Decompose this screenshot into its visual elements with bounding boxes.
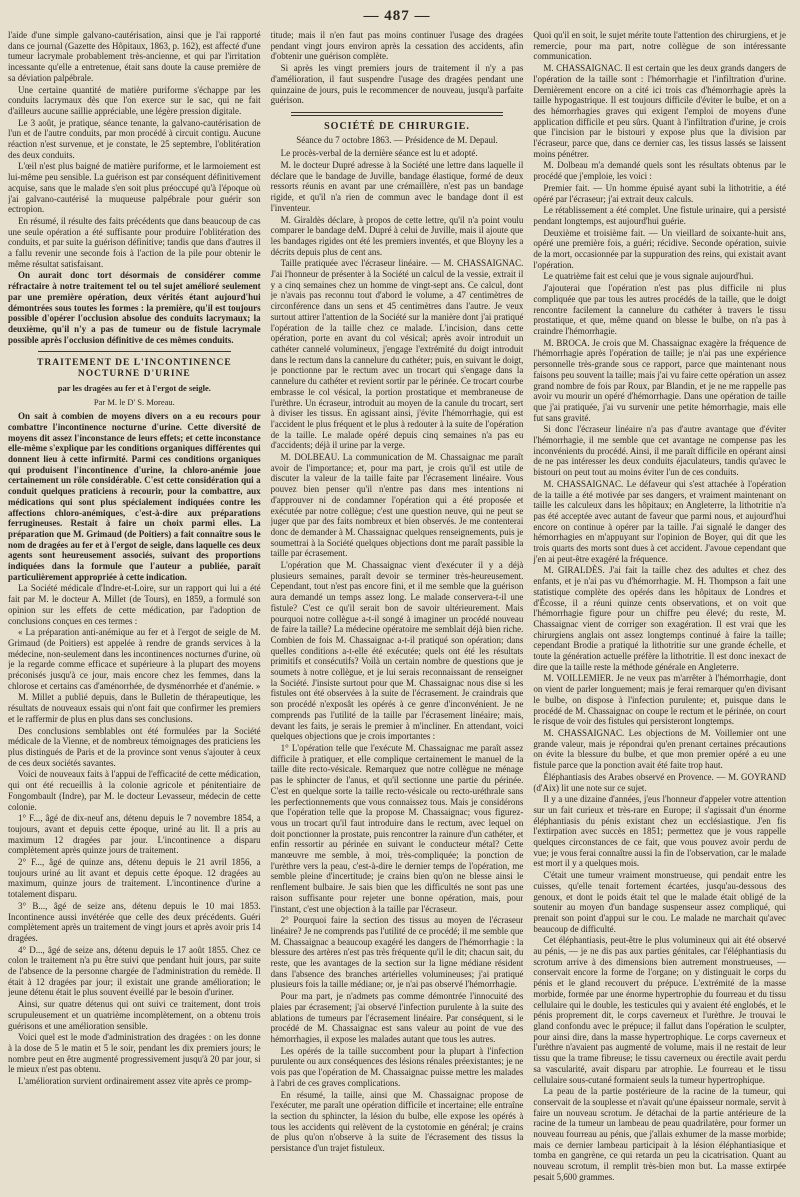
article-title: TRAITEMENT DE L'INCONTINENCE NOCTURNE D'URINE — [37, 358, 232, 380]
paragraph: M. le docteur Dupré adresse à la Société une lettre dans laquelle il déclare que le bandage de Juville, bandage élastique, formé de deux ressorts réunis en avant par une crémaillère, n'est pas un bandage rigide, et qu'il n'a rien de commun avec le bandage dont il est l'inventeur. — [270, 160, 524, 213]
column-3 — [533, 30, 786, 1190]
paragraph: Éléphantiasis des Arabes observé en Provence. — M. GOYRAND (d'Aix) lit une note sur ce sujet. — [533, 771, 787, 793]
paragraph: Ainsi, sur quatre détenus qui ont suivi ce traitement, dont trois scrupuleusement et un quatrième incomplètement, on a obtenu trois guérisons et une amélioration sensible. — [8, 999, 261, 1031]
paragraph: Si donc l'écraseur linéaire n'a pas d'autre avantage que d'éviter l'hémorrhagie, il me semble que cet avantage ne compense pas les inconvénients du procédé. Ainsi, il me paraît difficile en opérant ainsi de ne pas intéresser les deux conduits éjaculateurs, tandis qu'avec le bistouri on peut tout au moins éviter l'un de ces conduits. — [533, 424, 787, 478]
paragraph: On sait à combien de moyens divers on a eu recours pour combattre l'incontinence nocturne d'urine. Cette diversité de moyens dit assez l'inconstance de leurs effets; et cette inconstance elle-même s'explique par les conditions organiques différentes qui donnent lieu à cette infirmité. Parmi ces conditions organiques qui produisent l'incontinence d'urine, la chloro-anémie joue certainement un rôle considérable. C'est cette considération qui a conduit quelques praticiens à recourir, pour la combattre, aux médications qui sont plus spécialement indiquées contre les affections chloro-anémiques, c'est-à-dire aux préparations ferrugineuses. Restait à faire un choix parmi elles. La préparation que M. Grimaud (de Poitiers) a fait connaître sous le nom de dragées au fer et à l'ergot de seigle, dans laquelle ces deux agents sont heureusement associés, suivant des proportions indiquées dans la formule que l'auteur a publiée, paraît particulièrement appropriée à cette indication. — [8, 411, 261, 582]
page-number: — 487 — — [363, 8, 431, 24]
paragraph: Le procès-verbal de la dernière séance est lu et adopté. — [280, 148, 478, 159]
paragraph: « La préparation anti-anémique au fer et à l'ergot de seigle de M. Grimaud (de Poitiers) est appelée à rendre de grands services à la médecine, non-seulement dans les incontinences nocturnes d'urine, où je la regarde comme efficace et supérieure à la plupart des moyens préconisés jusqu'à ce jour, mais encore chez les femmes, dans la chlorose et certains cas d'aménorrhée, de dysménorrhée et d'anémie. » — [8, 627, 261, 691]
paragraph: En résumé, il résulte des faits précédents que dans beaucoup de cas une seule opération a été suffisante pour produire l'oblitération des conduits, et par suite la guérison définitive; tandis que dans d'autres il a fallu revenir une seconde fois à l'action de la pile pour obtenir le même résultat satisfaisant. — [8, 215, 261, 269]
paragraph: Le quatrième fait est celui que je vous signale aujourd'hui. — [543, 271, 754, 282]
ornament-divider — [291, 112, 504, 116]
paragraph: M. CHASSAIGNAC. Il est certain que les deux grands dangers de l'opération de la taille sont : l'hémorrhagie et l'infiltration d'urine. Dernièrement encore on a cité ici trois cas d'hémorrhagie après la taille hypogastrique. Il est toujours difficile d'éviter le bulbe, et on a des hémorrhagies graves qui exigent l'emploi de moyens d'une application difficile et peu sûrs. Quant à l'infiltration d'urine, je crois que l'incision par le bistouri y expose plus que la division par l'écraseur, parce que, dans ce dernier cas, les tissus lassés se laissent moins pénétrer. — [533, 63, 787, 159]
paragraph: M. DOLBEAU. La communication de M. Chassaignac me paraît avoir de l'importance; et, pour ma part, je crois qu'il est utile de discuter la valeur de la taille faite par l'écrasement linéaire. Vous pouvez bien penser qu'il n'entre pas dans mes intentions ni d'approuver ni de condamner l'opération qui a été proposée et exécutée par notre collègue; c'est une question neuve, qui ne peut se juger que par des faits nombreux et bien observés. Je me contenterai donc de demander à M. Chassaignac quelques renseignements, puis je soumettrai à la Société quelques objections dont me paraît passible la taille par écrasement. — [270, 452, 524, 559]
paragraph: Il y a une dizaine d'années, j'eus l'honneur d'appeler votre attention sur un fait curieux et très-rare en Europe; il s'agissait d'un énorme éléphantiasis du pénis existant chez un ecclésiastique. J'en fis l'extirpation avec succès en 1851; permettez que je vous rappelle quelques circonstances de ce fait, que vous pouvez avoir perdu de vue; je vous ferai connaître aussi la fin de l'observation, car le malade est mort il y a quelques mois. — [533, 794, 787, 869]
paragraph: L'amélioration survient ordinairement assez vite après ce promp- — [18, 1076, 252, 1087]
paragraph: En résumé, la taille, ainsi que M. Chassaignac propose de l'exécuter, me paraît une opération difficile et incertaine; elle entraîne la section du sphincter, la lésion du bulbe, elle expose les opérés à tous les accidents qui relèvent de la cystotomie en général; je crains de plus qu'on n'observe à la suite de l'écrasement des tissus la persistance d'un trajet fistuleux. — [270, 1089, 524, 1154]
paragraph: 4° D..., âgé de seize ans, détenu depuis le 17 août 1855. Chez ce colon le traitement n'a pu être suivi que pendant huit jours, par suite de l'absence de la personne chargée de l'administration du remède. Il était à 12 dragées par jour; il existait une grande amélioration; le jeune détenu était le plus souvent éveillé par le besoin d'uriner. — [8, 944, 261, 998]
column-1 — [8, 30, 261, 1190]
paragraph: l'aide d'une simple galvano-cautérisation, ainsi que je l'ai rapporté dans ce journal (Gazette des Hôpitaux, 1863, p. 162), est affecté d'une tumeur lacrymale probablement très-ancienne, et qui par l'irritation incessante qu'elle a entretenue, était sans doute la cause première de sa déviation palpébrale. — [8, 30, 261, 83]
paragraph: J'ajouterai que l'opération n'est pas plus difficile ni plus compliquée que par tous les autres procédés de la taille, que le doigt rencontre facilement la cannelure du cathéter à travers le tissu prostatique, et que, même quand on blesse le bulbe, on n'a pas à craindre l'hémorrhagie. — [533, 283, 787, 336]
paragraph: M. VOILLEMIER. Je ne veux pas m'arrêter à l'hémorrhagie, dont on vient de parler longuement; mais je ferai remarquer qu'en divisant le bulbe, on dispose à l'infection purulente; et, puisque dans le procédé de M. Chassaignac on coupe le rectum et le périnée, on court le risque de voir des fistules qui persisteront longtemps. — [533, 673, 787, 727]
paragraph: M. CHASSAIGNAC. Les objections de M. Voillemier ont une grande valeur, mais je répondrai qu'en prenant certaines précautions on évite la blessure du bulbe, et que mon premier opéré a eu une fistule parce que la ponction avait été faite trop haut. — [533, 728, 787, 771]
column-2 — [271, 30, 524, 1190]
paragraph: Voici quel est le mode d'administration des dragées : on les donne à la dose de 5 le matin et 5 le soir, pendant les dix premiers jours; le nombre peut en être augmenté progressivement jusqu'à 20 par jour, si le mieux n'est pas obtenu. — [8, 1032, 261, 1075]
paragraph: M. Dolbeau m'a demandé quels sont les résultats obtenus par le procédé que j'emploie, les voici : — [533, 160, 787, 182]
paragraph: Le 3 août, je pratique, séance tenante, la galvano-cautérisation de l'un et de l'autre conduits, par mon procédé à circuit contigu. Aucune réaction n'est survenue, et je constate, le 25 septembre, l'oblitération des deux conduits. — [8, 117, 261, 160]
paragraph: Voici de nouveaux faits à l'appui de l'efficacité de cette médication, qui ont été recueillis à la colonie agricole et pénitentiaire de Fongombault (Indre), par M. le docteur Levasseur, médecin de cette colonie. — [8, 769, 261, 812]
paragraph: M. GIRALDÈS. J'ai fait la taille chez des adultes et chez des enfants, et je n'ai pas vu d'hémorrhagie. M. H. Thompson a fait une statistique complète des opérés dans les hôpitaux de Londres et d'Écosse, il a réuni quinze cents observations, et on voit que l'hémorrhagie figure pour un chiffre peu élevé; du reste, M. Chassaignac vient de corriger son exagération. Il est vrai que les chirurgiens anglais ont assez longtemps continué à faire la taille; cependant Brodie a pratiqué la lithotritie sur une grande échelle, et toute la génération actuelle préfère la lithotritie. Il est donc inexact de dire que la taille reste la méthode générale en Angleterre. — [533, 565, 787, 672]
paragraph: C'était une tumeur vraiment monstrueuse, qui pendait entre les cuisses, qu'elle tenait fortement écartées, jusqu'au-dessous des genoux, et dont le poids était tel que le malade était obligé de la soutenir au moyen d'un bandage suspenseur assez compliqué, qui prenait son point d'appui sur le cou. Le malade ne marchait qu'avec beaucoup de difficulté. — [533, 870, 787, 934]
paragraph: 3° B..., âgé de seize ans, détenu depuis le 10 mai 1853. Incontinence aussi invétérée que celle des deux précédents. Guéri complètement après un traitement de vingt jours et après avoir pris 14 dragées. — [8, 900, 261, 943]
paragraph: L'œil n'est plus baigné de matière puriforme, et le larmoiement est lui-même peu sensible. La guérison est par conséquent définitivement acquise, sans que le malade s'en soit plus préoccupé qu'à l'époque où j'ai galvano-cautérisé la muqueuse palpébrale pour guérir son ectropion. — [8, 161, 261, 215]
paragraph: La peau de la partie postérieure de la racine de la tumeur, qui conservait de la souplesse et n'avait qu'une épaisseur normale, servit à faire un nouveau scrotum. Je détachai de la partie antérieure de la racine de la tumeur un lambeau de peau quadrilatère, pour former un nouveau fourreau au pénis, que j'allais exhumer de la masse morbide; mais ce dernier lambeau participait à la lésion éléphantiasique et tomba en gangrène, ce qui retarda un peu la cicatrisation. Quant au nouveau scrotum, il remplit très-bien mon but. La masse extirpée pesait 5,600 grammes. — [533, 1086, 787, 1182]
paragraph: Les opérés de la taille succombent pour la plupart à l'infection purulente ou aux conséquences des lésions rénales préexistantes; je ne vois pas que l'opération de M. Chassaignac puisse mettre les malades à l'abri de ces graves complications. — [270, 1045, 524, 1088]
paragraph: 2° F..., âgé de quinze ans, détenu depuis le 21 avril 1856, a toujours uriné au lit avant et depuis cette époque. 12 dragées au maximum, quinze jours de traitement. L'incontinence d'urine a totalement disparu. — [8, 857, 261, 900]
paragraph: On aurait donc tort désormais de considérer comme réfractaire à notre traitement tel ou tel sujet amélioré seulement par une première opération, deux vérités étant aujourd'hui démontrées sous toutes les formes : la première, qu'il est toujours possible d'opérer l'occlusion absolue des conduits lacrymaux; la deuxième, qu'il n'y a pas de tumeur ou de fistule lacrymale possible après l'occlusion définitive de ces mêmes conduits. — [8, 270, 261, 345]
paragraph: Quoi qu'il en soit, le sujet mérite toute l'attention des chirurgiens, et je remercie, pour ma part, notre collègue de son intéressante communication. — [533, 30, 787, 62]
paragraph: Une certaine quantité de matière puriforme s'échappe par les conduits lacrymaux dès que l'on exerce sur le sac, qui ne fait d'ailleurs aucune saillie appréciable, une légère pression digitale. — [8, 84, 261, 116]
section-heading: SOCIÉTÉ DE CHIRURGIE. — [324, 120, 470, 132]
columns — [8, 30, 786, 1190]
session-line: Séance du 7 octobre 1863. — Présidence de M. Depaul. — [296, 134, 498, 145]
article-byline: Par M. le D' S. Moreau. — [93, 396, 175, 407]
paragraph: Si après les vingt premiers jours de traitement il n'y a pas d'amélioration, il faut suspendre l'usage des dragées pendant une quinzaine de jours, puis le recommencer de nouveau, jusqu'à parfaite guérison. — [270, 63, 524, 106]
paragraph: Deuxième et troisième fait. — Un vieillard de soixante-huit ans, opéré une première fois, a guéri; récidive. Seconde opération, suivie de la mort, occasionnée par la suppuration des reins, qui existait avant l'opération. — [533, 227, 787, 270]
paragraph: Pour ma part, je n'admets pas comme démontrée l'innocuité des plaies par écrasement; j'ai observé l'infection purulente à la suite des ablations de tumeurs par l'écrasement linéaire. Par conséquent, si le procédé de M. Chassaignac est sans valeur au point de vue des hémorrhagies, il expose les malades autant que tous les autres. — [270, 991, 524, 1044]
paragraph: Premier fait. — Un homme épuisé ayant subi la lithotritie, a été opéré par l'écraseur; j'ai extrait deux calculs. — [533, 182, 787, 204]
paragraph: M. BROCA. Je crois que M. Chassaignac exagère la fréquence de l'hémorrhagie après l'opération de taille; je n'ai pas une expérience personnelle très-grande sous ce rapport, parce que maintenant nous faisons peu souvent la taille; mais j'ai vu faire cette opération un assez grand nombre de fois par Roux, par Blandin, et je ne me rappelle pas avoir vu mourir un opéré d'hémorrhagie. Dans une opération de taille que j'ai pratiquée, j'ai vu survenir une petite hémorrhagie, mais elle fut sans gravité. — [533, 337, 787, 423]
paragraph: Cet éléphantiasis, peut-être le plus volumineux qui ait été observé au pénis, — je ne dis pas aux parties génitales, car l'éléphantiasis du scrotum arrive à des dimensions bien autrement monstrueuses, — conservait encore la forme de l'organe; on y distinguait le corps du pénis et le gland recouvert du prépuce. L'extrémité de la masse morbide, formée par une énorme hypertrophie du fourreau et du tissu cellulaire qui le double, les testicules qui y avaient été englobés, et le pénis proprement dit, le corps caverneux et l'urèthre. Je trouvai le gland confondu avec le prépuce; il fallut dans l'opération le sculpter, pour ainsi dire, dans la masse hypertrophique. Le corps caverneux et l'urèthre n'avaient pas augmenté de volume, mais il ne restait de leur tissu que la trame fibreuse; le tissu caverneux ou érectile avait perdu sa vascularité, avait disparu par atrophie. Le fourreau et le tissu cellulaire sous-cutané formaient seuls la tumeur hypertrophique. — [533, 935, 787, 1085]
paragraph: 1° L'opération telle que l'exécute M. Chassaignac me paraît assez difficile à pratiquer, et elle complique certainement le manuel de la taille dite recto-vésicale. Remarquez que notre collègue ne ménage pas le sphincter de l'anus, et qu'il sectionne une partie du périnée. C'est en quelque sorte la taille recto-vésicale ou recto-uréthrale sans les perfectionnements que vous connaissez tous. Mais je considérons que l'opération telle que la propose M. Chassaignac; vous figurez-vous un trocart qu'il faut introduire dans le rectum, avec lequel on doit ponctionner la prostate, puis rencontrer la rainure d'un cathéter, et enfin ressortir au périnée en suivant le conducteur métal? Cette manœuvre me semble, à moi, très-compliquée; la ponction de l'urèthre vers la peau, c'est-à-dire le dernier temps de l'opération, me semble pleine d'incertitude; je crains bien qu'on ne blesse ainsi le renflement bulbaire. Je sais bien que les difficultés ne sont pas une raison suffisante pour rejeter une bonne opération, mais, pour l'instant, c'est une objection à la taille par l'écraseur. — [270, 743, 524, 914]
paragraph: M. Millet a publié depuis, dans le Bulletin de thérapeutique, les résultats de nouveaux essais qui n'ont fait que confirmer les premiers et le raffermir de plus en plus dans ses conclusions. — [8, 692, 261, 724]
divider — [38, 351, 231, 352]
paragraph: Le rétablissement a été complet. Une fistule urinaire, qui a persisté pendant longtemps, est aujourd'hui guérie. — [533, 205, 787, 226]
paragraph: La Société médicale d'Indre-et-Loire, sur un rapport qui lui a été fait par M. le docteur A. Millet (de Tours), en 1859, a formulé son opinion sur les effets de cette médication, par l'adoption de conclusions conçues en ces termes : — [8, 583, 261, 626]
paragraph: 1° F..., âgé de dix-neuf ans, détenu depuis le 7 novembre 1854, a toujours, avant et depuis cette époque, uriné au lit. Il a pris au maximum 12 dragées par jour. L'incontinence a disparu complètement après quinze jours de traitement. — [8, 813, 261, 856]
paragraph: L'opération que M. Chassaignac vient d'exécuter il y a déjà plusieurs semaines, paraît devoir se terminer très-heureusement. Cependant, tout n'est pas encore fini, et il me semble que la guérison aura demandé un temps assez long. Le malade conservera-t-il une fistule? C'est ce qu'il serait bon de savoir ultérieurement. Mais pourquoi notre collègue a-t-il songé à imaginer un procédé nouveau de faire la taille? La médecine opératoire me semblait déjà bien riche. Combien de fois M. Chassaignac a-t-il pratiqué son opération; dans quelles conditions a-t-elle été exécutée; quels ont été les résultats primitifs et consécutifs? Voilà un certain nombre de questions que je soumets à notre collègue, et je lui serais reconnaissant de renseigner la Société. J'insiste surtout pour que M. Chassaignac nous dise si les fistules ont été observées à la suite de l'écrasement. Je craindrais que son procédé n'exposât les opérés à ce genre d'inconvénient. Je ne comprends pas l'utilité de la taille par l'écrasement linéaire; mais, devant les faits, je serais le premier à m'incliner. En attendant, voici quelques objections que je crois importantes : — [270, 560, 524, 742]
paragraph: Taille pratiquée avec l'écraseur linéaire. — M. CHASSAIGNAC. J'ai l'honneur de présenter à la Société un calcul de la vessie, extrait il y a cinq semaines chez un homme de vingt-sept ans. Ce calcul, dont je n'avais pas reconnu tout d'abord le volume, a 47 centimètres de circonférence dans un sens et 45 centimètres dans l'autre. Je veux surtout attirer l'attention de la Société sur la manière dont j'ai pratiqué l'opération de la taille chez ce malade. L'incision, dans cette opération, porte en avant du col vésical; après avoir introduit un cathéter cannelé volumineux, j'engage l'extrémité du doigt introduit dans le rectum dans la cannelure du cathéter; puis, en suivant le doigt, je ponctionne par le rectum avec un trocart qui s'engage dans la cannelure du cathéter et revient sortir par le périnée. Ce trocart courbe embrasse le col vésical, la portion prostatique et membraneuse de l'urèthre. Un écraseur, introduit au moyen de la canule du trocart, sert à diviser les tissus. En agissant ainsi, j'évite l'hémorrhagie, qui est l'accident le plus fréquent et le plus à redouter à la suite de l'opération de la taille. Le malade opéré depuis cinq semaines n'a pas eu d'accidents; déjà il urine par la verge. — [270, 258, 524, 451]
paragraph: Des conclusions semblables ont été formulées par la Société médicale de la Vienne, et de nombreux témoignages des praticiens les plus distingués de Paris et de la province sont venus s'ajouter à ceux de ces deux sociétés savantes. — [8, 725, 261, 768]
article-subtitle: par les dragées au fer et à l'ergot de seigle. — [57, 382, 211, 393]
paragraph: 2° Pourquoi faire la section des tissus au moyen de l'écraseur linéaire? Je ne comprends pas l'utilité de ce procédé; il me semble que M. Chassaignac a beaucoup exagéré les dangers de l'hémorrhagie : la blessure des artères n'est pas très fréquente qu'il le dit; chacun sait, du reste, que les avantages de la section sur la ligne médiane résident dans l'absence des branches artérielles volumineuses; j'ai pratiqué plusieurs fois la taille médiane; or, je n'ai pas observé l'hémorrhagie. — [270, 915, 524, 990]
paragraph: M. Giraldès déclare, à propos de cette lettre, qu'il n'a point voulu comparer le bandage deM. Dupré à celui de Juville, mais il ajoute que les bandages rigides ont été les premiers inventés, et que Bloyny les a décrits depuis plus de cent ans. — [270, 214, 524, 257]
paragraph: titude; mais il n'en faut pas moins continuer l'usage des dragées pendant vingt jours environ après la cessation des accidents, afin d'obtenir une guérison complète. — [270, 30, 524, 62]
paragraph: M. CHASSAIGNAC. Le défaveur qui s'est attachée à l'opération de la taille a été motivée par ses dangers, et vraiment maintenant on taille les calculeux dans les hôpitaux; en Angleterre, la lithotritie n'a pas été acceptée avec autant de faveur que parmi nous, et aujourd'hui encore on continue à opérer par la taille. J'ai signalé le danger des hémorrhagies en m'appuyant sur l'opinion de Boyer, qui dit que les trois quarts des morts sont dues à cet accident. J'avoue cependant que j'en ai peut-être exagéré la fréquence. — [533, 478, 787, 564]
